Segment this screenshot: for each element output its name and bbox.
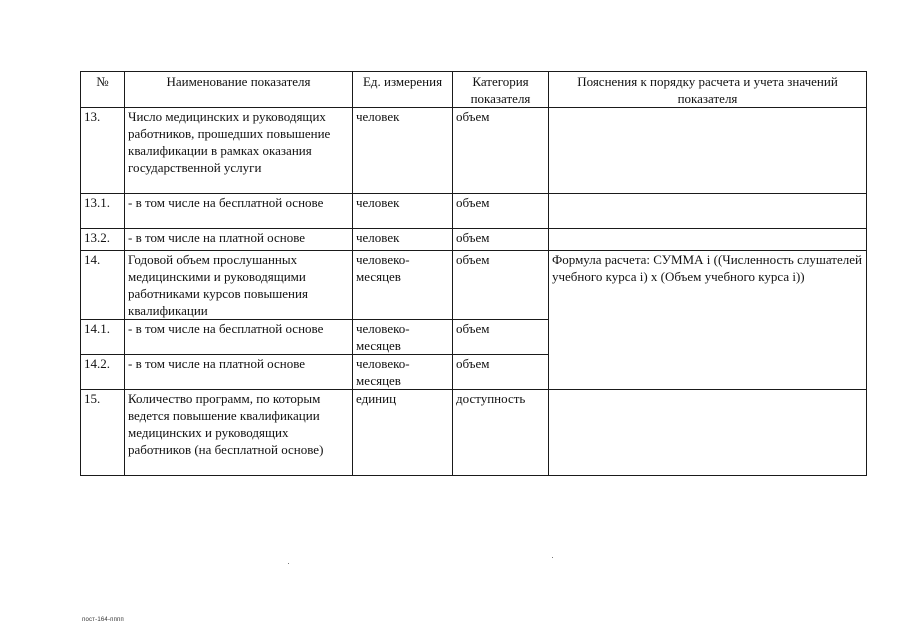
row-number: 13.2.: [81, 229, 125, 251]
row-indicator-name: - в том числе на платной основе: [125, 229, 353, 251]
row-unit: единиц: [353, 390, 453, 476]
header-number: №: [81, 72, 125, 108]
header-unit: Ед. измерения: [353, 72, 453, 108]
header-category: Категория показателя: [453, 72, 549, 108]
row-number: 14.: [81, 251, 125, 320]
row-number: 14.2.: [81, 355, 125, 390]
table-row: [81, 108, 867, 194]
row-number: 13.: [81, 108, 125, 194]
row-number: 13.1.: [81, 194, 125, 229]
row-unit: человеко-месяцев: [353, 320, 453, 355]
footer-filename: пост-164-пппп: [82, 617, 124, 623]
row-indicator-name: Годовой объем прослушанных медицинскими и руководящими работниками курсов повышения квалификации: [125, 251, 353, 320]
table-row: [81, 229, 867, 251]
table-row: [81, 390, 867, 476]
row-number: 15.: [81, 390, 125, 476]
row-unit: человек: [353, 108, 453, 194]
row-indicator-name: - в том числе на бесплатной основе: [125, 320, 353, 355]
row-notes: [549, 229, 867, 251]
row-number: 14.1.: [81, 320, 125, 355]
row-category: объем: [453, 251, 549, 320]
row-category: доступность: [453, 390, 549, 476]
row-indicator-name: Число медицинских и руководящих работников, прошедших повышение квалификации в рамках оказания государственной услуги: [125, 108, 353, 194]
row-notes: [549, 390, 867, 476]
row-indicator-name: - в том числе на бесплатной основе: [125, 194, 353, 229]
row-indicator-name: - в том числе на платной основе: [125, 355, 353, 390]
row-unit: человек: [353, 194, 453, 229]
row-category: объем: [453, 194, 549, 229]
row-unit: человеко-месяцев: [353, 251, 453, 320]
scan-speck: [288, 563, 289, 564]
row-unit: человеко-месяцев: [353, 355, 453, 390]
table-header-row: [81, 72, 867, 108]
indicators-table: [80, 71, 867, 476]
row-category: объем: [453, 229, 549, 251]
scan-speck: [552, 557, 553, 558]
row-notes-formula: Формула расчета: СУММА i ((Численность слушателей учебного курса i) x (Объем учебного курса i)): [549, 251, 867, 390]
row-unit: человек: [353, 229, 453, 251]
row-notes: [549, 108, 867, 194]
header-notes: Пояснения к порядку расчета и учета значений показателя: [549, 72, 867, 108]
header-indicator-name: Наименование показателя: [125, 72, 353, 108]
table-row: [81, 194, 867, 229]
table-row: [81, 251, 867, 320]
row-notes: [549, 194, 867, 229]
row-indicator-name: Количество программ, по которым ведется повышение квалификации медицинских и руководящих работников (на бесплатной основе): [125, 390, 353, 476]
row-category: объем: [453, 320, 549, 355]
row-category: объем: [453, 108, 549, 194]
row-category: объем: [453, 355, 549, 390]
